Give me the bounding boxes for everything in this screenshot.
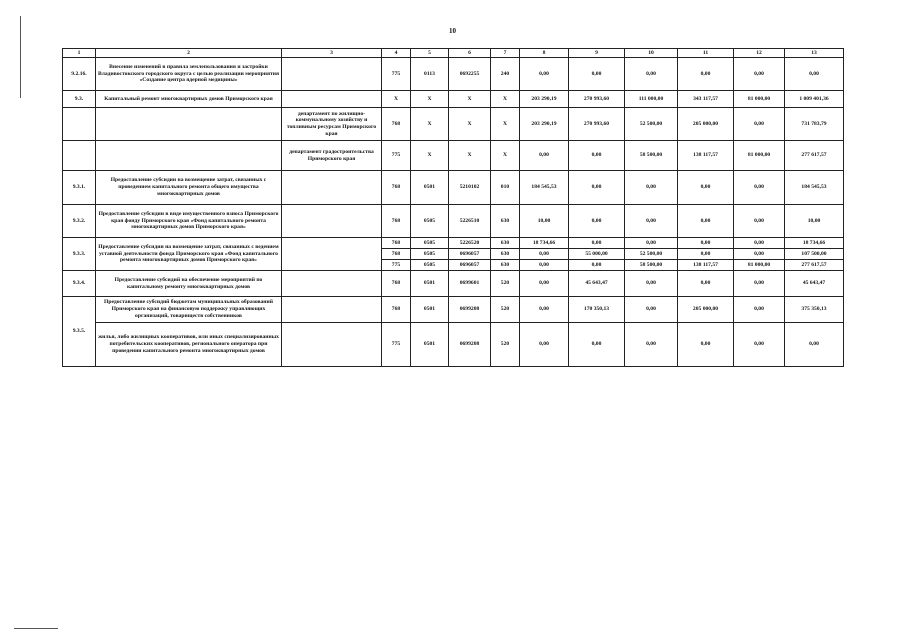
scan-footer-line <box>14 628 58 629</box>
value-cell: 0505 <box>411 260 449 271</box>
value-cell: 107 500,00 <box>785 249 844 260</box>
executor <box>282 58 382 91</box>
value-cell: 0,00 <box>569 171 625 205</box>
header-cell: 13 <box>785 49 844 58</box>
value-cell: 0,00 <box>678 238 734 249</box>
executor <box>282 205 382 238</box>
table-row <box>63 91 844 108</box>
item-number: 9.3. <box>63 91 96 108</box>
header-row <box>63 49 844 58</box>
value-cell: 768 <box>382 297 411 323</box>
value-cell: 0,00 <box>520 323 569 367</box>
executor: департамент градостроительства Приморского края <box>282 141 382 171</box>
header-cell: 6 <box>449 49 491 58</box>
value-cell: 0,00 <box>734 171 785 205</box>
value-cell: 5210102 <box>449 171 491 205</box>
value-cell: 0505 <box>411 205 449 238</box>
table-row <box>63 58 844 91</box>
value-cell: 0,00 <box>520 58 569 91</box>
value-cell: 203 290,19 <box>520 91 569 108</box>
table-row <box>63 205 844 238</box>
value-cell: 0,00 <box>678 323 734 367</box>
header-cell: 12 <box>734 49 785 58</box>
value-cell: 0505 <box>411 249 449 260</box>
value-cell: 205 000,00 <box>678 297 734 323</box>
value-cell: 0,00 <box>569 58 625 91</box>
executor <box>282 271 382 297</box>
value-cell: 0,00 <box>734 205 785 238</box>
header-cell: 4 <box>382 49 411 58</box>
item-number: 9.3.2. <box>63 205 96 238</box>
value-cell: X <box>449 91 491 108</box>
value-cell: 520 <box>491 297 520 323</box>
value-cell: 270 993,60 <box>569 108 625 141</box>
value-cell: 0,00 <box>678 171 734 205</box>
header-cell: 7 <box>491 49 520 58</box>
value-cell: 138 117,57 <box>678 141 734 171</box>
item-number <box>63 108 96 141</box>
header-cell: 8 <box>520 49 569 58</box>
value-cell: 0505 <box>411 238 449 249</box>
value-cell: 0,00 <box>625 171 678 205</box>
header-cell: 10 <box>625 49 678 58</box>
value-cell: 0,00 <box>734 58 785 91</box>
value-cell: 630 <box>491 238 520 249</box>
value-cell: 0696057 <box>449 249 491 260</box>
value-cell: 111 000,00 <box>625 91 678 108</box>
value-cell: 0,00 <box>569 238 625 249</box>
value-cell: 010 <box>491 171 520 205</box>
value-cell: 768 <box>382 171 411 205</box>
header-cell: 2 <box>96 49 282 58</box>
value-cell: 775 <box>382 260 411 271</box>
value-cell: 0501 <box>411 323 449 367</box>
value-cell: 277 617,57 <box>785 260 844 271</box>
value-cell: 0,00 <box>569 205 625 238</box>
value-cell: 0,00 <box>569 260 625 271</box>
value-cell: 630 <box>491 205 520 238</box>
value-cell: 52 500,00 <box>625 108 678 141</box>
table-row <box>63 297 844 323</box>
item-number: 9.3.5. <box>63 297 96 367</box>
value-cell: 0,00 <box>520 249 569 260</box>
value-cell: 45 643,47 <box>569 271 625 297</box>
value-cell: 768 <box>382 108 411 141</box>
value-cell: 0,00 <box>625 238 678 249</box>
value-cell: 0501 <box>411 297 449 323</box>
value-cell: 58 500,00 <box>625 260 678 271</box>
value-cell: 0,00 <box>625 297 678 323</box>
page-number: 10 <box>449 27 456 35</box>
value-cell: 1 009 401,36 <box>785 91 844 108</box>
table-row <box>63 108 844 141</box>
item-name <box>96 141 282 171</box>
table-row <box>63 171 844 205</box>
value-cell: 52 500,00 <box>625 249 678 260</box>
value-cell: 520 <box>491 323 520 367</box>
value-cell: 5226520 <box>449 238 491 249</box>
value-cell: 768 <box>382 271 411 297</box>
value-cell: 0,00 <box>520 297 569 323</box>
executor <box>282 297 382 323</box>
value-cell: 0692255 <box>449 58 491 91</box>
value-cell: 768 <box>382 249 411 260</box>
value-cell: 5226510 <box>449 205 491 238</box>
executor: департамент по жилищно-коммунальному хозяйству и топливным ресурсам Приморского края <box>282 108 382 141</box>
item-name: Предоставление субсидии на возмещение затрат, связанных с проведением капитального ремонта общего имущества многоквартирных домов <box>96 171 282 205</box>
header-cell: 11 <box>678 49 734 58</box>
value-cell: 0113 <box>411 58 449 91</box>
value-cell: 58 500,00 <box>625 141 678 171</box>
value-cell: 205 000,00 <box>678 108 734 141</box>
value-cell: 0,00 <box>734 271 785 297</box>
value-cell: 81 000,00 <box>734 260 785 271</box>
item-name: Предоставление субсидии на возмещение затрат, связанных с ведением уставной деятельности фонда Приморского края «Фонд капитального ремонта многоквартирных домов Приморского края» <box>96 238 282 271</box>
value-cell: 0699208 <box>449 323 491 367</box>
item-name: Предоставление субсидий бюджетам муниципальных образований Приморского края на финансовую поддержку управляющих организаций, товариществ собственников <box>96 297 282 323</box>
value-cell: 0,00 <box>785 323 844 367</box>
value-cell: X <box>382 91 411 108</box>
value-cell: 520 <box>491 271 520 297</box>
value-cell: X <box>449 108 491 141</box>
value-cell: 203 290,19 <box>520 108 569 141</box>
value-cell: X <box>411 141 449 171</box>
table-row <box>63 141 844 171</box>
value-cell: 775 <box>382 58 411 91</box>
value-cell: X <box>491 108 520 141</box>
table-row <box>63 323 844 367</box>
item-number: 9.3.3. <box>63 238 96 271</box>
value-cell: 0,00 <box>520 141 569 171</box>
value-cell: 630 <box>491 260 520 271</box>
value-cell: 184 545,53 <box>785 171 844 205</box>
value-cell: 0,00 <box>625 205 678 238</box>
table-row <box>63 271 844 297</box>
value-cell: 0,00 <box>520 271 569 297</box>
value-cell: 375 350,13 <box>785 297 844 323</box>
value-cell: 630 <box>491 249 520 260</box>
header-cell: 9 <box>569 49 625 58</box>
item-number: 9.3.1. <box>63 171 96 205</box>
value-cell: 0,00 <box>520 260 569 271</box>
value-cell: X <box>411 108 449 141</box>
table-row <box>63 238 844 249</box>
value-cell: 138 117,57 <box>678 260 734 271</box>
value-cell: 0,00 <box>678 205 734 238</box>
value-cell: 0501 <box>411 271 449 297</box>
value-cell: 0,00 <box>569 141 625 171</box>
item-number: 9.3.4. <box>63 271 96 297</box>
value-cell: 775 <box>382 141 411 171</box>
value-cell: 0501 <box>411 171 449 205</box>
value-cell: 81 000,00 <box>734 141 785 171</box>
value-cell: 0,00 <box>625 271 678 297</box>
value-cell: 768 <box>382 238 411 249</box>
value-cell: 0,00 <box>734 323 785 367</box>
value-cell: 10,00 <box>785 205 844 238</box>
value-cell: 0696057 <box>449 260 491 271</box>
value-cell: 0,00 <box>678 58 734 91</box>
value-cell: 0,00 <box>625 323 678 367</box>
value-cell: X <box>411 91 449 108</box>
item-name: жилья, либо жилищных кооперативов, или иных специализированных потребительских кооперативов, регионального оператора при проведении капитального ремонта многоквартирных домов <box>96 323 282 367</box>
value-cell: X <box>491 141 520 171</box>
value-cell: 0,00 <box>678 249 734 260</box>
value-cell: 170 350,13 <box>569 297 625 323</box>
value-cell: 81 000,00 <box>734 91 785 108</box>
value-cell: 731 783,79 <box>785 108 844 141</box>
header-cell: 5 <box>411 49 449 58</box>
executor <box>282 323 382 367</box>
header-cell: 3 <box>282 49 382 58</box>
value-cell: 343 117,57 <box>678 91 734 108</box>
value-cell: 18 734,66 <box>520 238 569 249</box>
value-cell: 0,00 <box>734 297 785 323</box>
value-cell: 768 <box>382 205 411 238</box>
executor <box>282 91 382 108</box>
value-cell: 45 643,47 <box>785 271 844 297</box>
value-cell: 240 <box>491 58 520 91</box>
item-name <box>96 108 282 141</box>
item-number <box>63 141 96 171</box>
executor <box>282 171 382 205</box>
value-cell: 775 <box>382 323 411 367</box>
item-name: Предоставление субсидии в виде имущественного взноса Приморского края фонду Приморского края «Фонд капитального ремонта многоквартирных домов Приморского края» <box>96 205 282 238</box>
header-cell: 1 <box>63 49 96 58</box>
value-cell: 0,00 <box>734 108 785 141</box>
value-cell: 18 734,66 <box>785 238 844 249</box>
value-cell: 55 000,00 <box>569 249 625 260</box>
value-cell: 0,00 <box>734 249 785 260</box>
value-cell: 0,00 <box>734 238 785 249</box>
item-number: 9.2.16. <box>63 58 96 91</box>
item-name: Внесение изменений в правила землепользования и застройки Владивостокского городского округа с целью реализации мероприятия «Создание центра ядерной медицины» <box>96 58 282 91</box>
value-cell: 0699208 <box>449 297 491 323</box>
item-name: Предоставление субсидий на обеспечение мероприятий по капитальному ремонту многоквартирных домов <box>96 271 282 297</box>
budget-table <box>62 48 844 367</box>
value-cell: 0699601 <box>449 271 491 297</box>
value-cell: 277 617,57 <box>785 141 844 171</box>
value-cell: 10,00 <box>520 205 569 238</box>
value-cell: 270 993,60 <box>569 91 625 108</box>
value-cell: 0,00 <box>625 58 678 91</box>
value-cell: 184 545,53 <box>520 171 569 205</box>
value-cell: X <box>449 141 491 171</box>
value-cell: 0,00 <box>569 323 625 367</box>
value-cell: 0,00 <box>678 271 734 297</box>
value-cell: 0,00 <box>785 58 844 91</box>
executor <box>282 238 382 271</box>
value-cell: X <box>491 91 520 108</box>
item-name: Капитальный ремонт многоквартирных домов Приморского края <box>96 91 282 108</box>
